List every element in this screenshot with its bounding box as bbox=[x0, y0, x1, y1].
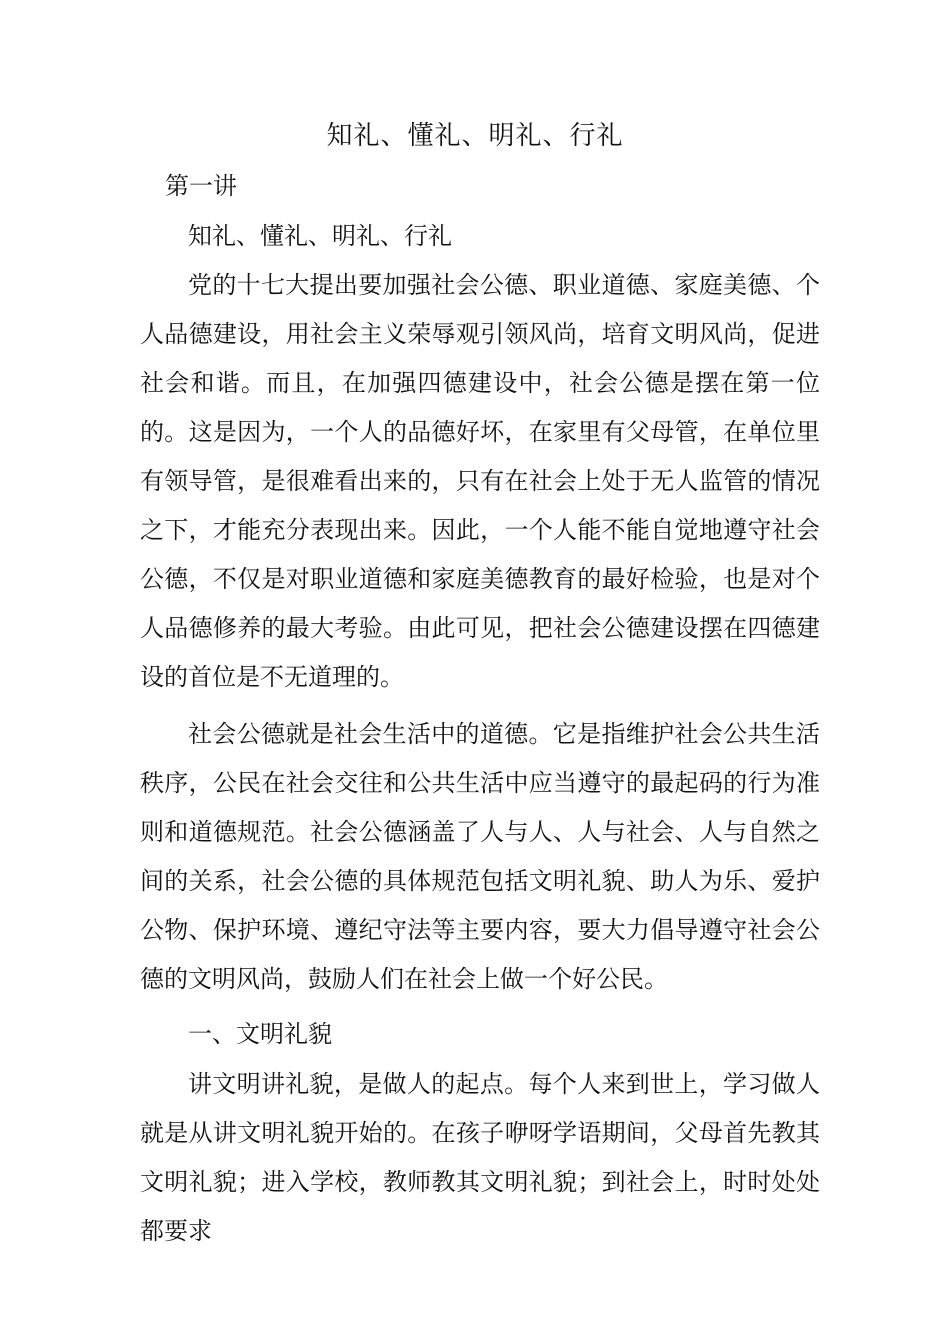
subtitle: 知礼、懂礼、明礼、行礼 bbox=[188, 222, 452, 250]
section-heading: 一、文明礼貌 bbox=[188, 1020, 332, 1048]
section-paragraph: 讲文明讲礼貌，是做人的起点。每个人来到世上，学习做人就是从讲文明礼貌开始的。在孩子咿呀学语期间，父母首先教其文明礼貌；进入学校，教师教其文明礼貌；到社会上，时时处处都要求 bbox=[140, 1070, 820, 1245]
page-title: 知礼、懂礼、明礼、行礼 bbox=[326, 121, 624, 151]
lecture-label: 第一讲 bbox=[165, 172, 237, 200]
paragraph-1: 党的十七大提出要加强社会公德、职业道德、家庭美德、个人品德建设，用社会主义荣辱观引领风尚，培育文明风尚，促进社会和谐。而且，在加强四德建设中，社会公德是摆在第一位的。这是因为，一个人的品德好坏，在家里有父母管，在单位里有领导管，是很难看出来的，只有在社会上处于无人监管的情况之下，才能充分表现出来。因此，一个人能不能自觉地遵守社会公德，不仅是对职业道德和家庭美德教育的最好检验，也是对个人品德修养的最大考验。由此可见，把社会公德建设摆在四德建设的首位是不无道理的。 bbox=[140, 271, 820, 691]
paragraph-2: 社会公德就是社会生活中的道德。它是指维护社会公共生活秩序，公民在社会交往和公共生活中应当遵守的最起码的行为准则和道德规范。社会公德涵盖了人与人、人与社会、人与自然之间的关系，社会公德的具体规范包括文明礼貌、助人为乐、爱护公物、保护环境、遵纪守法等主要内容，要大力倡导遵守社会公德的文明风尚，鼓励人们在社会上做一个好公民。 bbox=[140, 720, 820, 993]
